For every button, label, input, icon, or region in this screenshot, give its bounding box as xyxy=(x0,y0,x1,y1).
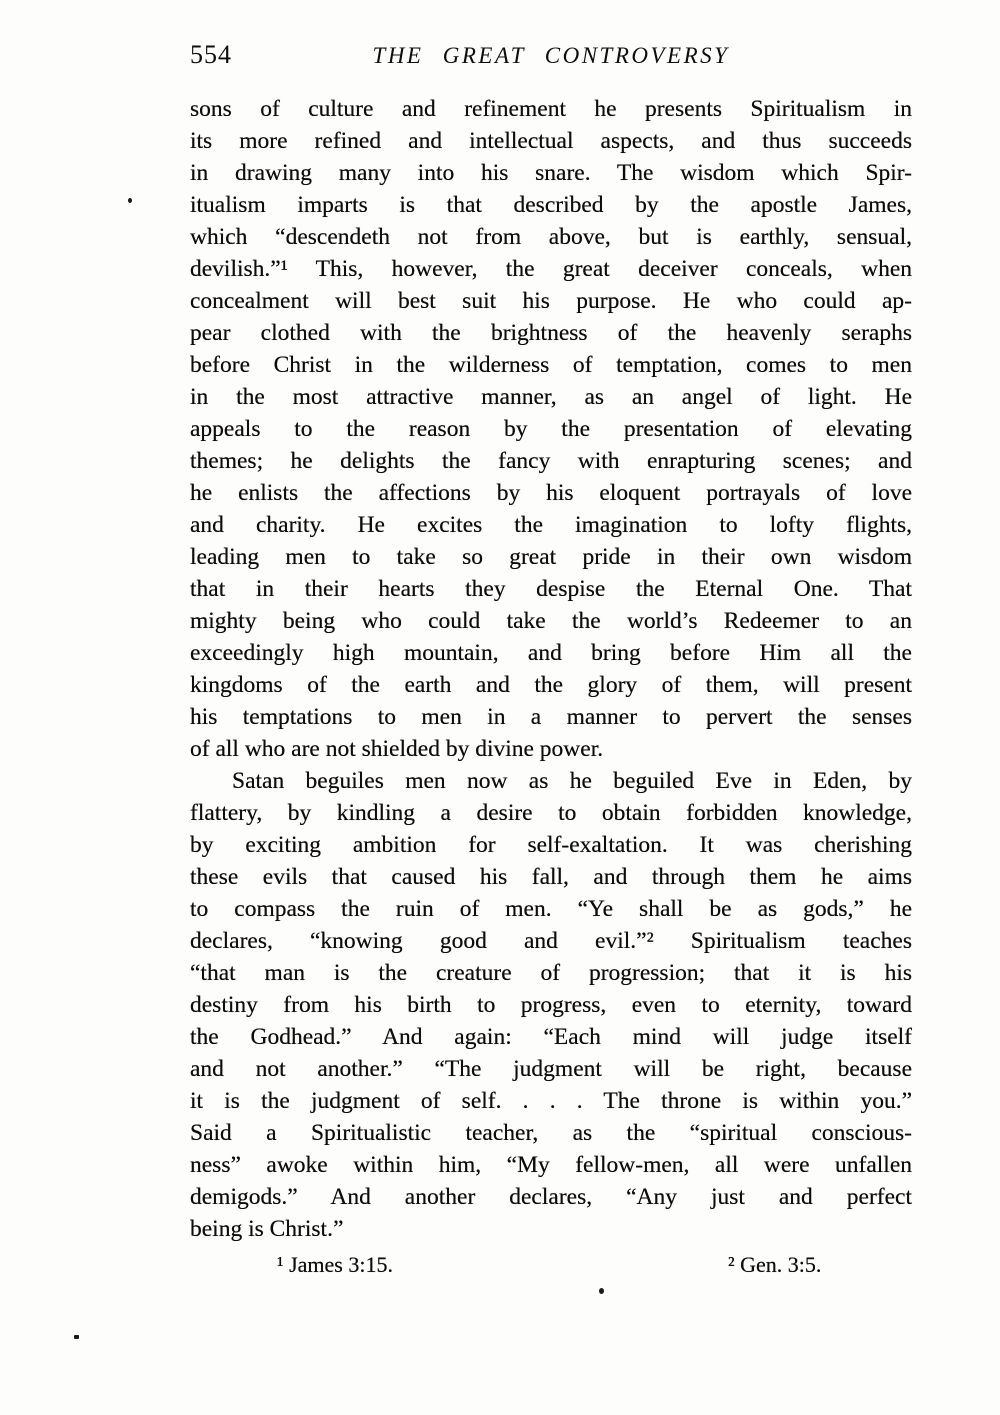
body-text xyxy=(190,93,912,1245)
text-line: themes; he delights the fancy with enrapturing scenes; and xyxy=(190,448,912,474)
text-line: being is Christ.” xyxy=(190,1216,344,1242)
text-line: destiny from his birth to progress, even to eternity, toward xyxy=(190,992,912,1018)
footnote-james: ¹ James 3:15. xyxy=(277,1252,393,1277)
text-line: Satan beguiles men now as he beguiled Eve in Eden, by xyxy=(232,768,912,794)
page-number: 554 xyxy=(190,40,232,69)
text-line: flattery, by kindling a desire to obtain forbidden knowledge, xyxy=(190,800,912,826)
text-line: in drawing many into his snare. The wisdom which Spir- xyxy=(190,160,912,186)
text-line: mighty being who could take the world’s Redeemer to an xyxy=(190,608,912,634)
text-line: which “descendeth not from above, but is earthly, sensual, xyxy=(190,224,912,250)
text-line: to compass the ruin of men. “Ye shall be as gods,” he xyxy=(190,896,912,922)
text-line: itualism imparts is that described by the apostle James, xyxy=(190,192,912,218)
running-title: THE GREAT CONTROVERSY xyxy=(372,43,730,68)
text-line: that in their hearts they despise the Eternal One. That xyxy=(190,576,912,602)
text-line: he enlists the affections by his eloquent portrayals of love xyxy=(190,480,912,506)
text-line: pear clothed with the brightness of the heavenly seraphs xyxy=(190,320,912,346)
text-line: and charity. He excites the imagination to lofty flights, xyxy=(190,512,912,538)
text-line: of all who are not shielded by divine power. xyxy=(190,736,604,762)
text-line: demigods.” And another declares, “Any just and perfect xyxy=(190,1184,912,1210)
text-line: by exciting ambition for self-exaltation. It was cherishing xyxy=(190,832,912,858)
text-line: kingdoms of the earth and the glory of them, will present xyxy=(190,672,912,698)
text-line: and not another.” “The judgment will be right, because xyxy=(190,1056,912,1082)
paragraph xyxy=(190,93,912,765)
text-line: ness” awoke within him, “My fellow-men, all were unfallen xyxy=(190,1152,912,1178)
ink-speck xyxy=(599,1288,604,1294)
text-line: in the most attractive manner, as an angel of light. He xyxy=(190,384,912,410)
text-line: devilish.”¹ This, however, the great deceiver conceals, when xyxy=(190,256,912,282)
paragraph xyxy=(190,765,912,1245)
ink-speck xyxy=(128,198,132,203)
text-line: declares, “knowing good and evil.”² Spiritualism teaches xyxy=(190,928,912,954)
text-line: its more refined and intellectual aspects, and thus succeeds xyxy=(190,128,912,154)
text-line: his temptations to men in a manner to pervert the senses xyxy=(190,704,912,730)
text-line: it is the judgment of self. . . . The throne is within you.” xyxy=(190,1088,912,1114)
text-line: exceedingly high mountain, and bring before Him all the xyxy=(190,640,912,666)
text-line: sons of culture and refinement he presents Spiritualism in xyxy=(190,96,912,122)
text-line: before Christ in the wilderness of temptation, comes to men xyxy=(190,352,912,378)
text-line: Said a Spiritualistic teacher, as the “spiritual conscious- xyxy=(190,1120,912,1146)
text-line: appeals to the reason by the presentation of elevating xyxy=(190,416,912,442)
text-line: “that man is the creature of progression; that it is his xyxy=(190,960,912,986)
text-line: the Godhead.” And again: “Each mind will judge itself xyxy=(190,1024,912,1050)
text-line: these evils that caused his fall, and through them he aims xyxy=(190,864,912,890)
ink-speck xyxy=(74,1335,79,1339)
text-line: leading men to take so great pride in their own wisdom xyxy=(190,544,912,570)
footnote-genesis: ² Gen. 3:5. xyxy=(728,1252,822,1277)
text-line: concealment will best suit his purpose. He who could ap- xyxy=(190,288,912,314)
